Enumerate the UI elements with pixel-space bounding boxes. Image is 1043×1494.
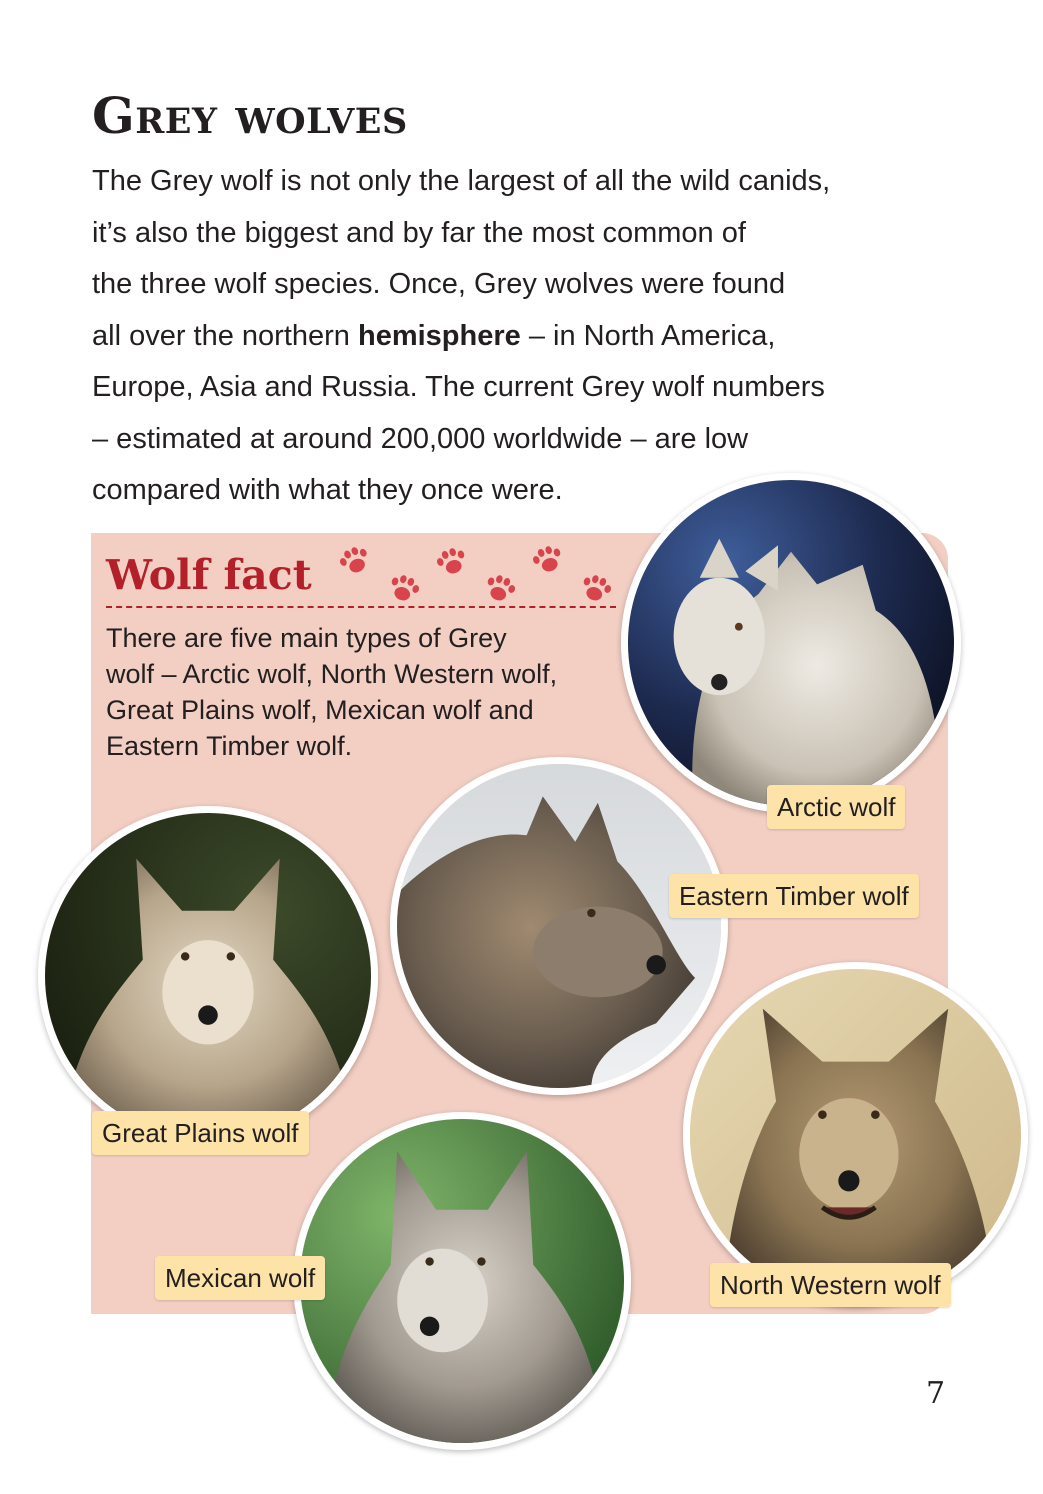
- intro-line: Europe, Asia and Russia. The current Grey wolf numbers: [92, 371, 825, 403]
- glossary-term-hemisphere: hemisphere: [357, 319, 521, 352]
- intro-text: – in North America,: [520, 319, 776, 352]
- wolf-fact-title: Wolf fact: [106, 551, 312, 599]
- intro-line: [92, 311, 992, 363]
- fact-line: wolf – Arctic wolf, North Western wolf,: [106, 659, 558, 689]
- mexican-wolf-photo: [293, 1112, 631, 1450]
- dashed-divider: [106, 606, 616, 608]
- intro-paragraph: [92, 156, 992, 517]
- great-plains-wolf-image: [45, 813, 371, 1139]
- north-western-wolf-photo: [683, 962, 1028, 1307]
- intro-text: all over the northern: [92, 319, 358, 352]
- caption-mexican-wolf: Mexican wolf: [155, 1256, 325, 1300]
- intro-line: The Grey wolf is not only the largest of all the wild canids,: [92, 165, 831, 197]
- intro-line: – estimated at around 200,000 worldwide – are low: [92, 422, 749, 455]
- fact-line: There are five main types of Grey: [106, 623, 507, 653]
- intro-line: the three wolf species. Once, Grey wolves were found: [92, 268, 786, 300]
- caption-eastern-timber-wolf: Eastern Timber wolf: [669, 874, 919, 918]
- eastern-timber-wolf-photo: [390, 757, 728, 1095]
- fact-line: Eastern Timber wolf.: [106, 731, 353, 761]
- page-title: Grey wolves: [92, 86, 408, 145]
- arctic-wolf-photo: [621, 473, 961, 813]
- caption-arctic-wolf: Arctic wolf: [767, 785, 905, 829]
- caption-great-plains-wolf: Great Plains wolf: [92, 1111, 309, 1155]
- eastern-timber-wolf-image: [397, 764, 721, 1088]
- caption-north-western-wolf: North Western wolf: [710, 1263, 951, 1307]
- intro-line: compared with what they once were.: [92, 474, 563, 506]
- mexican-wolf-image: [300, 1119, 624, 1443]
- arctic-wolf-image: [628, 480, 954, 806]
- north-western-wolf-image: [690, 969, 1021, 1300]
- intro-line: it’s also the biggest and by far the most common of: [92, 216, 746, 249]
- wolf-fact-text: [106, 620, 626, 764]
- great-plains-wolf-photo: [38, 806, 378, 1146]
- fact-line: Great Plains wolf, Mexican wolf and: [106, 695, 534, 725]
- page-number: 7: [926, 1376, 946, 1411]
